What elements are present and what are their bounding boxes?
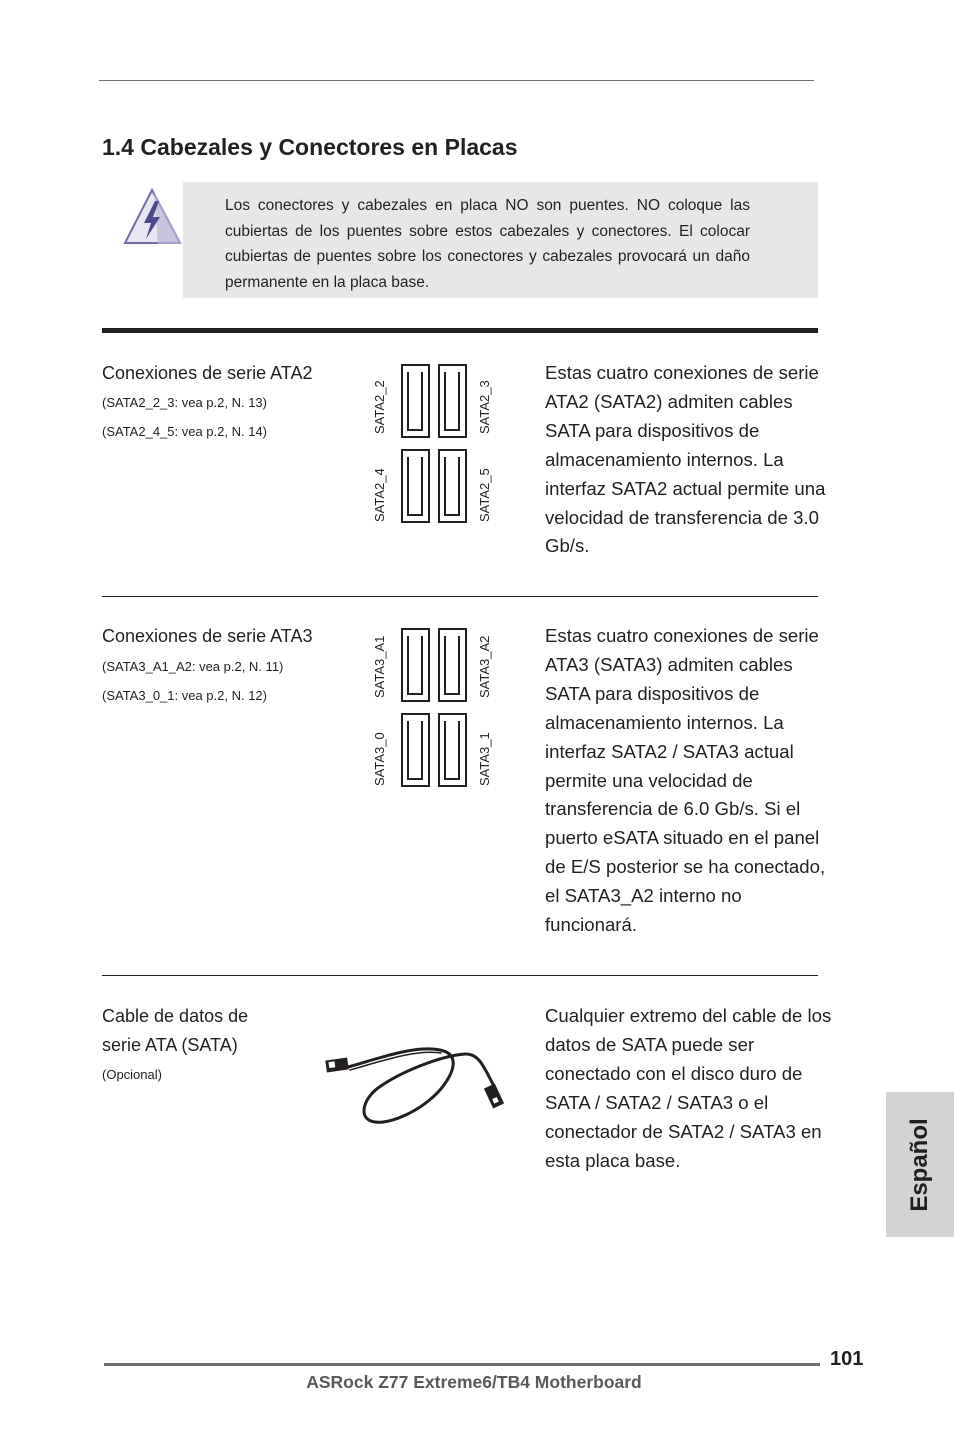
sata3-connector-diagram <box>362 624 512 792</box>
port-label-sata2-5: SATA2_5 <box>477 468 492 522</box>
sata2-description: Estas cuatro conexiones de serie ATA2 (SATA2) admiten cables SATA para dispositivos de almacenamiento internos. La interfaz SATA2 actual permite una velocidad de transferencia de 3.0 Gb/s. <box>545 362 826 557</box>
sata-cable-illustration <box>320 1040 510 1130</box>
language-tab-label: Español <box>906 1117 933 1212</box>
section-divider-thick <box>102 328 818 333</box>
page-number: 101 <box>830 1348 864 1370</box>
sata3-ref-1: (SATA3_A1_A2: vea p.2, N. 11) <box>102 659 284 674</box>
sata2-connector-diagram <box>362 360 512 528</box>
cable-label-line-1: Cable de datos de <box>102 1006 249 1026</box>
language-tab <box>886 1092 954 1237</box>
cable-label-line-2: serie ATA (SATA) <box>102 1035 238 1055</box>
sata3-description: Estas cuatro conexiones de serie ATA3 (SATA3) admiten cables SATA para dispositivos de almacenamiento internos. La interfaz SATA2 / SATA3 actual permite una velocidad de transferencia de 6.0 Gb/s. Si el puerto eSATA situado en el panel de E/S posterior se ha conectado, el SATA3_A2 interno no funcionará. <box>545 625 826 936</box>
footer-product-name: ASRock Z77 Extreme6/TB4 Motherboard <box>306 1372 642 1392</box>
caution-note-text: Los conectores y cabezales en placa NO son puentes. NO coloque las cubiertas de los puentes sobre estos cabezales y conectores. El colocar cubiertas de puentes sobre los conectores y cabezales provocará un daño permanente en la placa base. <box>225 197 750 291</box>
port-label-sata2-3: SATA2_3 <box>477 380 492 434</box>
warning-triangle-icon <box>122 187 184 245</box>
top-rule <box>99 80 814 81</box>
sata3-ref-2: (SATA3_0_1: vea p.2, N. 12) <box>102 688 267 703</box>
section-divider <box>102 975 818 976</box>
sata3-label: Conexiones de serie ATA3 <box>102 626 313 646</box>
port-label-sata3-0: SATA3_0 <box>372 732 387 786</box>
port-label-sata3-a1: SATA3_A1 <box>372 635 387 698</box>
port-label-sata2-2: SATA2_2 <box>372 380 387 434</box>
port-label-sata3-a2: SATA3_A2 <box>477 635 492 698</box>
section-title: 1.4 Cabezales y Conectores en Placas <box>102 134 518 160</box>
port-label-sata3-1: SATA3_1 <box>477 732 492 786</box>
footer-rule <box>104 1363 820 1366</box>
sata2-label: Conexiones de serie ATA2 <box>102 363 313 383</box>
caution-note <box>183 182 818 298</box>
cable-description: Cualquier extremo del cable de los datos de SATA puede ser conectado con el disco duro de SATA / SATA2 / SATA3 o el conectador de SATA2 / SATA3 en esta placa base. <box>545 1005 832 1171</box>
port-label-sata2-4: SATA2_4 <box>372 468 387 522</box>
cable-optional-note: (Opcional) <box>102 1067 162 1082</box>
sata2-ref-1: (SATA2_2_3: vea p.2, N. 13) <box>102 395 267 410</box>
sata2-ref-2: (SATA2_4_5: vea p.2, N. 14) <box>102 424 267 439</box>
section-divider <box>102 596 818 597</box>
